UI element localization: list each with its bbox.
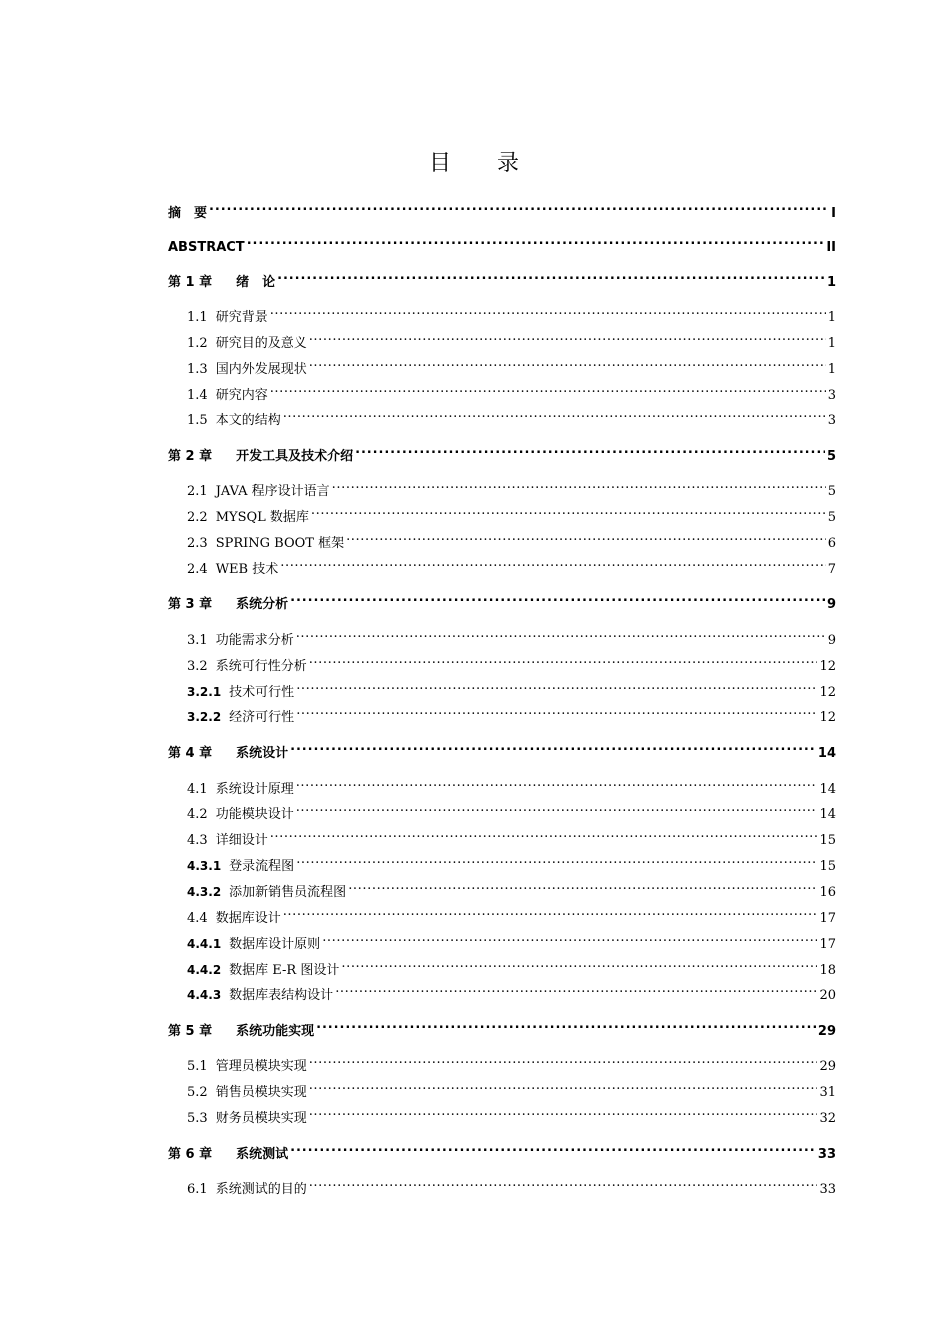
toc-dot-leader	[209, 197, 829, 217]
toc-entry-number: 第 2 章	[168, 449, 213, 464]
toc-entry-number: 5.2	[187, 1085, 208, 1100]
toc-dot-leader	[290, 588, 825, 608]
toc-dot-leader	[309, 650, 818, 670]
toc-entry-page: 15	[819, 833, 836, 848]
toc-entry[interactable]	[187, 301, 836, 325]
toc-entry-number: 第 3 章	[168, 597, 213, 612]
toc-entry-text: 数据库设计原则	[229, 937, 321, 952]
toc-entry-title	[187, 411, 281, 431]
toc-entry-number: 6.1	[187, 1182, 208, 1197]
toc-dot-leader	[290, 1138, 816, 1158]
toc-dot-leader	[296, 624, 826, 644]
toc-entry-title	[187, 707, 294, 728]
toc-entry[interactable]	[168, 1138, 836, 1162]
toc-entry-number: 1.5	[187, 413, 208, 428]
toc-entry-title	[168, 744, 288, 764]
toc-entry-page: 1	[826, 275, 836, 290]
toc-entry-text: ABSTRACT	[168, 240, 245, 255]
toc-entry-page: 1	[827, 336, 836, 351]
toc-entry[interactable]	[168, 440, 836, 464]
toc-entry-number: 5.1	[187, 1059, 208, 1074]
toc-entry[interactable]	[187, 553, 836, 577]
toc-entry[interactable]	[187, 954, 836, 978]
toc-entry-text: 摘 要	[168, 206, 208, 221]
toc-entry-page: 32	[819, 1111, 836, 1126]
toc-entry-title	[187, 334, 307, 354]
toc-entry[interactable]	[187, 527, 836, 551]
toc-dot-leader	[296, 676, 817, 696]
toc-entry-number: 4.4.1	[187, 937, 222, 951]
toc-dot-leader	[296, 701, 817, 721]
toc-entry-page: 1	[827, 362, 836, 377]
toc-entry-title	[187, 1180, 307, 1200]
toc-entry[interactable]	[187, 1173, 836, 1197]
toc-entry-page: 5	[827, 510, 836, 525]
toc-entry-page: 33	[817, 1147, 836, 1162]
toc-entry-number: 2.4	[187, 562, 208, 577]
toc-entry-number: 2.3	[187, 536, 208, 551]
toc-entry-page: 33	[819, 1182, 836, 1197]
toc-entry-text: 数据库表结构设计	[229, 988, 334, 1003]
toc-dot-leader	[277, 266, 825, 286]
toc-entry-title	[187, 534, 344, 554]
toc-entry-title	[187, 985, 333, 1006]
page-title-part-2: 录	[497, 151, 522, 176]
toc-entry-text: 研究目的及意义	[215, 336, 307, 351]
toc-entry-number: 3.2.1	[187, 685, 222, 699]
toc-entry[interactable]	[187, 501, 836, 525]
toc-entry-number: 4.4.3	[187, 988, 222, 1002]
toc-entry-page: 14	[819, 782, 836, 797]
toc-entry-title	[168, 238, 245, 258]
toc-entry-text: 登录流程图	[229, 859, 295, 874]
toc-dot-leader	[346, 527, 826, 547]
toc-entry-text: 系统功能实现	[236, 1024, 315, 1039]
toc-entry-title	[187, 1057, 307, 1077]
toc-entry-number: 1.3	[187, 362, 208, 377]
toc-entry-text: 功能模块设计	[215, 807, 294, 822]
toc-dot-leader	[332, 475, 826, 495]
toc-dot-leader	[309, 327, 826, 347]
toc-entry-text: 系统设计原理	[215, 782, 294, 797]
toc-entry[interactable]	[187, 876, 836, 900]
toc-entry-title	[168, 447, 353, 467]
toc-entry-title	[187, 934, 320, 955]
toc-entry-text: 经济可行性	[229, 710, 295, 725]
toc-entry-text: WEB 技术	[215, 562, 279, 577]
toc-entry-number: 2.1	[187, 484, 208, 499]
toc-entry-page: 31	[819, 1085, 836, 1100]
toc-entry-text: 系统设计	[236, 746, 289, 761]
toc-entry-page: 29	[817, 1024, 836, 1039]
toc-entry-title	[187, 831, 268, 851]
toc-entry-number: 4.1	[187, 782, 208, 797]
toc-entry-page: 1	[827, 310, 836, 325]
toc-dot-leader	[309, 1102, 818, 1122]
toc-entry-title	[187, 882, 346, 903]
toc-entry[interactable]	[187, 1102, 836, 1126]
toc-dot-leader	[309, 353, 826, 373]
toc-entry-number: 3.2.2	[187, 710, 222, 724]
toc-entry-number: 第 1 章	[168, 275, 213, 290]
toc-dot-leader	[270, 824, 818, 844]
toc-entry-number: 1.4	[187, 388, 208, 403]
toc-entry-number: 2.2	[187, 510, 208, 525]
toc-entry[interactable]	[187, 327, 836, 351]
toc-entry[interactable]	[187, 773, 836, 797]
toc-entry-page: 14	[819, 807, 836, 822]
toc-entry-page: 14	[817, 746, 836, 761]
toc-entry-text: 详细设计	[215, 833, 268, 848]
toc-dot-leader	[309, 1173, 818, 1193]
toc-entry-page: 5	[826, 449, 836, 464]
toc-entry-text: 数据库设计	[215, 911, 281, 926]
toc-entry-page: 12	[819, 685, 836, 700]
toc-entry-title	[187, 386, 268, 406]
toc-entry-text: 研究内容	[215, 388, 268, 403]
toc-entry-title	[187, 909, 281, 929]
toc-entry-number: 第 6 章	[168, 1147, 213, 1162]
toc-entry-page: 17	[819, 911, 836, 926]
toc-dot-leader	[290, 737, 816, 757]
toc-entry[interactable]	[187, 902, 836, 926]
toc-entry-number: 4.4	[187, 911, 208, 926]
toc-entry-page: 15	[819, 859, 836, 874]
toc-entry-title	[187, 1083, 307, 1103]
toc-dot-leader	[355, 440, 825, 460]
toc-entry-number: 第 4 章	[168, 746, 213, 761]
toc-entry-text: 数据库 E-R 图设计	[229, 963, 340, 978]
toc-dot-leader	[270, 379, 826, 399]
toc-dot-leader	[296, 773, 818, 793]
toc-entry-title	[187, 780, 294, 800]
toc-entry-page: 3	[827, 388, 836, 403]
toc-dot-leader	[280, 553, 825, 573]
toc-entry[interactable]	[168, 231, 836, 255]
toc-dot-leader	[316, 1015, 816, 1035]
toc-entry-number: 3.2	[187, 659, 208, 674]
toc-entry[interactable]	[187, 624, 836, 648]
toc-entry-page: 3	[827, 413, 836, 428]
toc-entry-page: 12	[819, 710, 836, 725]
toc-entry-page: 5	[827, 484, 836, 499]
toc-entry-number: 4.3	[187, 833, 208, 848]
toc-entry-text: 系统分析	[236, 597, 289, 612]
toc-entry-number: 4.3.2	[187, 885, 222, 899]
toc-entry-text: 系统测试	[236, 1147, 289, 1162]
toc-entry-title	[187, 682, 294, 703]
toc-entry-number: 1.1	[187, 310, 208, 325]
toc-dot-leader	[309, 1050, 818, 1070]
toc-dot-leader	[283, 404, 826, 424]
toc-entry[interactable]	[168, 1015, 836, 1039]
toc-entry-title	[168, 204, 207, 224]
toc-entry[interactable]	[187, 379, 836, 403]
toc-dot-leader	[348, 876, 817, 896]
toc-entry-title	[187, 631, 294, 651]
toc-entry-page: 9	[826, 597, 836, 612]
toc-entry-number: 4.4.2	[187, 963, 222, 977]
toc-entry[interactable]	[187, 1076, 836, 1100]
toc-entry[interactable]	[187, 701, 836, 725]
toc-entry-page: II	[826, 240, 836, 255]
toc-entry-title	[168, 1145, 288, 1165]
toc-dot-leader	[335, 979, 817, 999]
toc-entry-text: 销售员模块实现	[215, 1085, 307, 1100]
toc-dot-leader	[296, 798, 818, 818]
toc-entry-number: 第 5 章	[168, 1024, 213, 1039]
toc-entry[interactable]	[187, 850, 836, 874]
toc-entry-page: 12	[819, 659, 836, 674]
toc-entry[interactable]	[187, 404, 836, 428]
toc-entry-number: 4.2	[187, 807, 208, 822]
toc-entry-title	[187, 657, 307, 677]
toc-entry[interactable]	[187, 676, 836, 700]
toc-entry-page: 29	[819, 1059, 836, 1074]
toc-entry-page: 16	[819, 885, 836, 900]
toc-entry-text: 功能需求分析	[215, 633, 294, 648]
toc-entry-page: 6	[827, 536, 836, 551]
toc-entry-text: 财务员模块实现	[215, 1111, 307, 1126]
toc-entry-title	[187, 856, 294, 877]
toc-entry-title	[187, 960, 339, 981]
toc-entry[interactable]	[187, 475, 836, 499]
toc-entry-number: 3.1	[187, 633, 208, 648]
toc-dot-leader	[283, 902, 818, 922]
toc-entry-title	[168, 595, 288, 615]
toc-entry[interactable]	[187, 353, 836, 377]
toc-dot-leader	[270, 301, 826, 321]
toc-entry[interactable]	[187, 824, 836, 848]
toc-dot-leader	[309, 1076, 818, 1096]
toc-entry-title	[187, 360, 307, 380]
toc-entry-number: 1.2	[187, 336, 208, 351]
toc-entry-text: 添加新销售员流程图	[229, 885, 347, 900]
toc-entry-page: 17	[819, 937, 836, 952]
toc-dot-leader	[322, 928, 817, 948]
toc-entry-text: MYSQL 数据库	[215, 510, 309, 525]
toc-entry-text: SPRING BOOT 框架	[215, 536, 345, 551]
toc-entry-title	[187, 308, 268, 328]
toc-entry-text: 系统可行性分析	[215, 659, 307, 674]
toc-dot-leader	[296, 850, 817, 870]
toc-entry-text: 技术可行性	[229, 685, 295, 700]
toc-entry-title	[168, 273, 275, 293]
toc-entry[interactable]	[168, 197, 836, 221]
toc-entry-page: 20	[819, 988, 836, 1003]
toc-dot-leader	[311, 501, 826, 521]
toc-entry-page: 7	[827, 562, 836, 577]
toc-entry-title	[187, 508, 309, 528]
toc-entry-text: 系统测试的目的	[215, 1182, 307, 1197]
toc-dot-leader	[341, 954, 817, 974]
toc-entry-page: I	[831, 206, 836, 221]
toc-dot-leader	[247, 231, 825, 251]
toc-entry-text: 绪 论	[236, 275, 276, 290]
toc-entry[interactable]	[187, 979, 836, 1003]
toc-entry-title	[168, 1022, 314, 1042]
toc-entry-title	[187, 1109, 307, 1129]
toc-entry-page: 9	[827, 633, 836, 648]
toc-entry-text: 国内外发展现状	[215, 362, 307, 377]
toc-entry[interactable]	[168, 266, 836, 290]
toc-entry[interactable]	[187, 928, 836, 952]
toc-entry-text: 管理员模块实现	[215, 1059, 307, 1074]
toc-entry-text: 本文的结构	[215, 413, 281, 428]
toc-entry[interactable]	[168, 588, 836, 612]
toc-entry-number: 4.3.1	[187, 859, 222, 873]
toc-entry-page: 18	[819, 963, 836, 978]
toc-entry[interactable]	[187, 650, 836, 674]
toc-entry-title	[187, 805, 294, 825]
toc-entry-title	[187, 560, 278, 580]
toc-entry-text: 开发工具及技术介绍	[236, 449, 354, 464]
toc-entry[interactable]	[187, 1050, 836, 1074]
toc-entry[interactable]	[187, 798, 836, 822]
toc-entry-title	[187, 482, 330, 502]
toc-entry-text: 研究背景	[215, 310, 268, 325]
toc-entry-text: JAVA 程序设计语言	[215, 484, 330, 499]
toc-entry-number: 5.3	[187, 1111, 208, 1126]
toc-entry[interactable]	[168, 737, 836, 761]
page-title-part-1: 目	[428, 151, 453, 176]
